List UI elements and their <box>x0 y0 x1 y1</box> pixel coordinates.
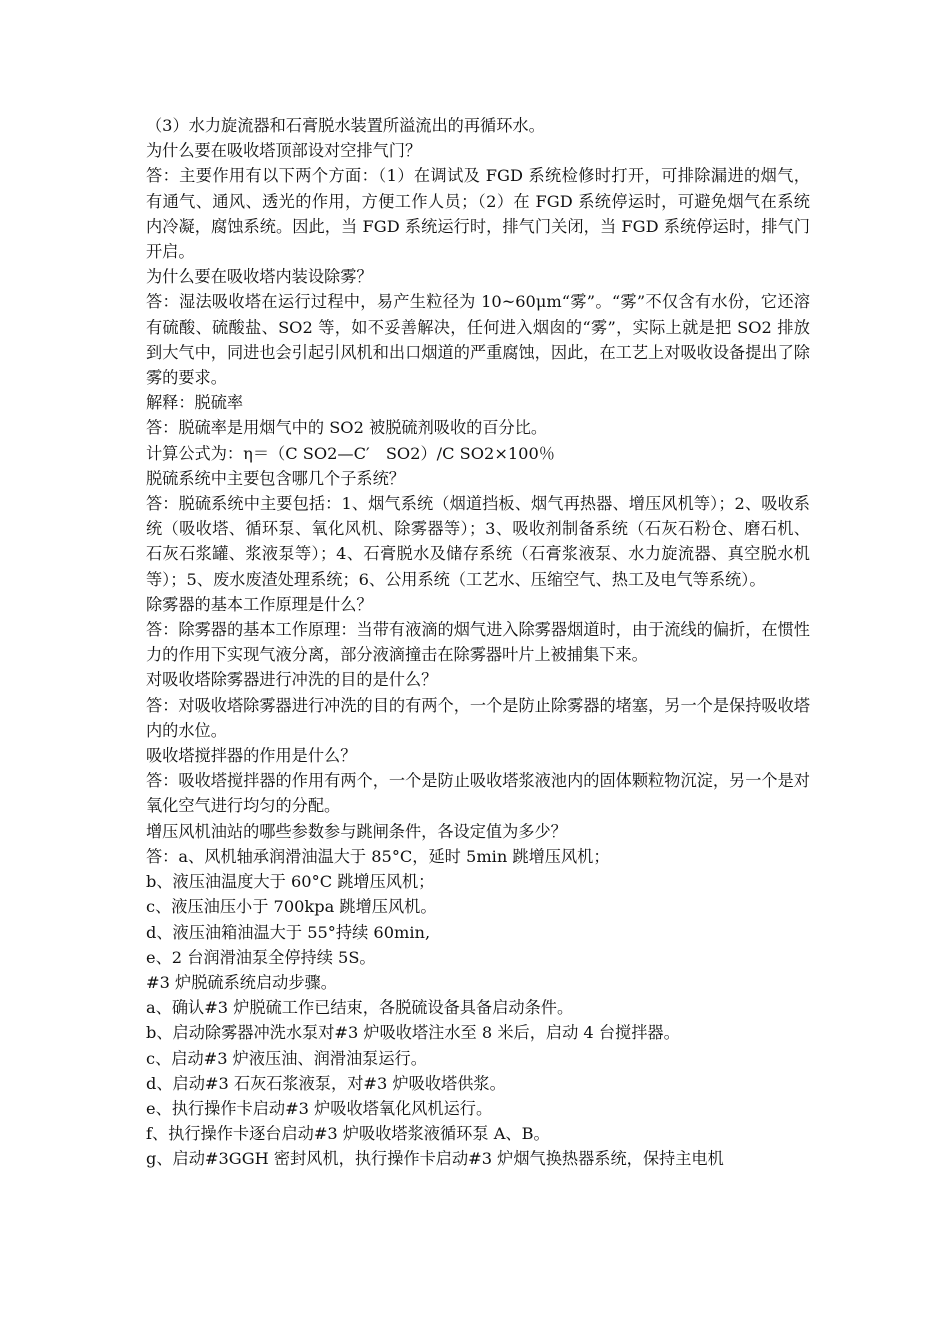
answer-trip-item-a: 答：a、风机轴承润滑油温大于 85°C，延时 5min 跳增压风机； <box>146 846 610 866</box>
answer-desulfurization-rate: 答：脱硫率是用烟气中的 SO2 被脱硫剂吸收的百分比。 <box>146 418 548 438</box>
heading-startup-steps: #3 炉脱硫系统启动步骤。 <box>146 972 337 992</box>
step-g: g、启动#3GGH 密封风机，执行操作卡启动#3 炉烟气换热器系统，保持主电机 <box>146 1149 724 1169</box>
answer-agitator: 答：吸收塔搅拌器的作用有两个，一个是防止吸收塔浆液池内的固体颗粒物沉淀，另一个是对氧化空气进行均匀的分配。 <box>146 771 810 816</box>
question-subsystems: 脱硫系统中主要包含哪几个子系统？ <box>146 468 405 488</box>
question-desulfurization-rate: 解释：脱硫率 <box>146 393 244 413</box>
answer-trip-item-b: b、液压油温度大于 60°C 跳增压风机； <box>146 872 435 892</box>
step-b: b、启动除雾器冲洗水泵对#3 炉吸收塔注水至 8 米后，启动 4 台搅拌器。 <box>146 1023 680 1043</box>
answer-demister-flush: 答：对吸收塔除雾器进行冲洗的目的有两个，一个是防止除雾器的堵塞，另一个是保持吸收塔内的水位。 <box>146 695 810 740</box>
question-agitator: 吸收塔搅拌器的作用是什么？ <box>146 746 357 766</box>
step-e: e、执行操作卡启动#3 炉吸收塔氧化风机运行。 <box>146 1098 493 1118</box>
answer-demister: 答：湿法吸收塔在运行过程中，易产生粒径为 10~60μm“雾”。“雾”不仅含有水份，它还溶有硫酸、硫酸盐、SO2 等，如不妥善解决，任何进入烟囱的“雾”，实际上就是把 SO2 排放到大气中，同进也会引起引风机和出口烟道的严重腐蚀，因此，在工艺上对吸收设备提出了除雾的要求。 <box>146 292 810 388</box>
answer-trip-item-e: e、2 台润滑油泵全停持续 5S。 <box>146 947 376 967</box>
answer-demister-principle: 答：除雾器的基本工作原理：当带有液滴的烟气进入除雾器烟道时，由于流线的偏折，在惯性力的作用下实现气液分离，部分液滴撞击在除雾器叶片上被捕集下来。 <box>146 620 810 665</box>
question-vent-valve: 为什么要在吸收塔顶部设对空排气门？ <box>146 141 422 161</box>
answer-trip-item-d: d、液压油箱油温大于 55°持续 60min, <box>146 922 431 942</box>
answer-vent-valve: 答：主要作用有以下两个方面：（1）在调试及 FGD 系统检修时打开，可排除漏进的烟气，有通气、通风、透光的作用，方便工作人员；（2）在 FGD 系统停运时，可避免烟气在系统内冷凝，腐蚀系统。因此，当 FGD 系统运行时，排气门关闭，当 FGD 系统停运时，排气门开启。 <box>146 166 810 262</box>
step-f: f、执行操作卡逐台启动#3 炉吸收塔浆液循环泵 A、B。 <box>146 1124 550 1144</box>
document-page <box>146 113 810 1172</box>
question-demister-principle: 除雾器的基本工作原理是什么？ <box>146 594 373 614</box>
step-a: a、确认#3 炉脱硫工作已结束，各脱硫设备具备启动条件。 <box>146 998 574 1018</box>
answer-subsystems: 答：脱硫系统中主要包括：1、烟气系统（烟道挡板、烟气再热器、增压风机等）；2、吸收系统（吸收塔、循环泵、氧化风机、除雾器等）；3、吸收剂制备系统（石灰石粉仓、磨石机、石灰石浆罐、浆液泵等）；4、石膏脱水及储存系统（石膏浆液泵、水力旋流器、真空脱水机等）；5、废水废渣处理系统；6、公用系统（工艺水、压缩空气、热工及电气等系统）。 <box>146 494 810 589</box>
question-demister-flush: 对吸收塔除雾器进行冲洗的目的是什么？ <box>146 670 438 690</box>
paragraph-recycle-water: （3）水力旋流器和石膏脱水装置所溢流出的再循环水。 <box>146 116 545 135</box>
step-d: d、启动#3 石灰石浆液泵，对#3 炉吸收塔供浆。 <box>146 1073 506 1093</box>
answer-trip-item-c: c、液压油压小于 700kpa 跳增压风机。 <box>146 897 437 917</box>
question-booster-fan-trip: 增压风机油站的哪些参数参与跳闸条件，各设定值为多少？ <box>146 821 567 841</box>
step-c: c、启动#3 炉液压油、润滑油泵运行。 <box>146 1048 427 1068</box>
formula-desulfurization-rate: 计算公式为：η＝（C SO2—C′ SO2）/C SO2×100％ <box>146 443 555 463</box>
question-demister: 为什么要在吸收塔内装设除雾？ <box>146 267 373 287</box>
